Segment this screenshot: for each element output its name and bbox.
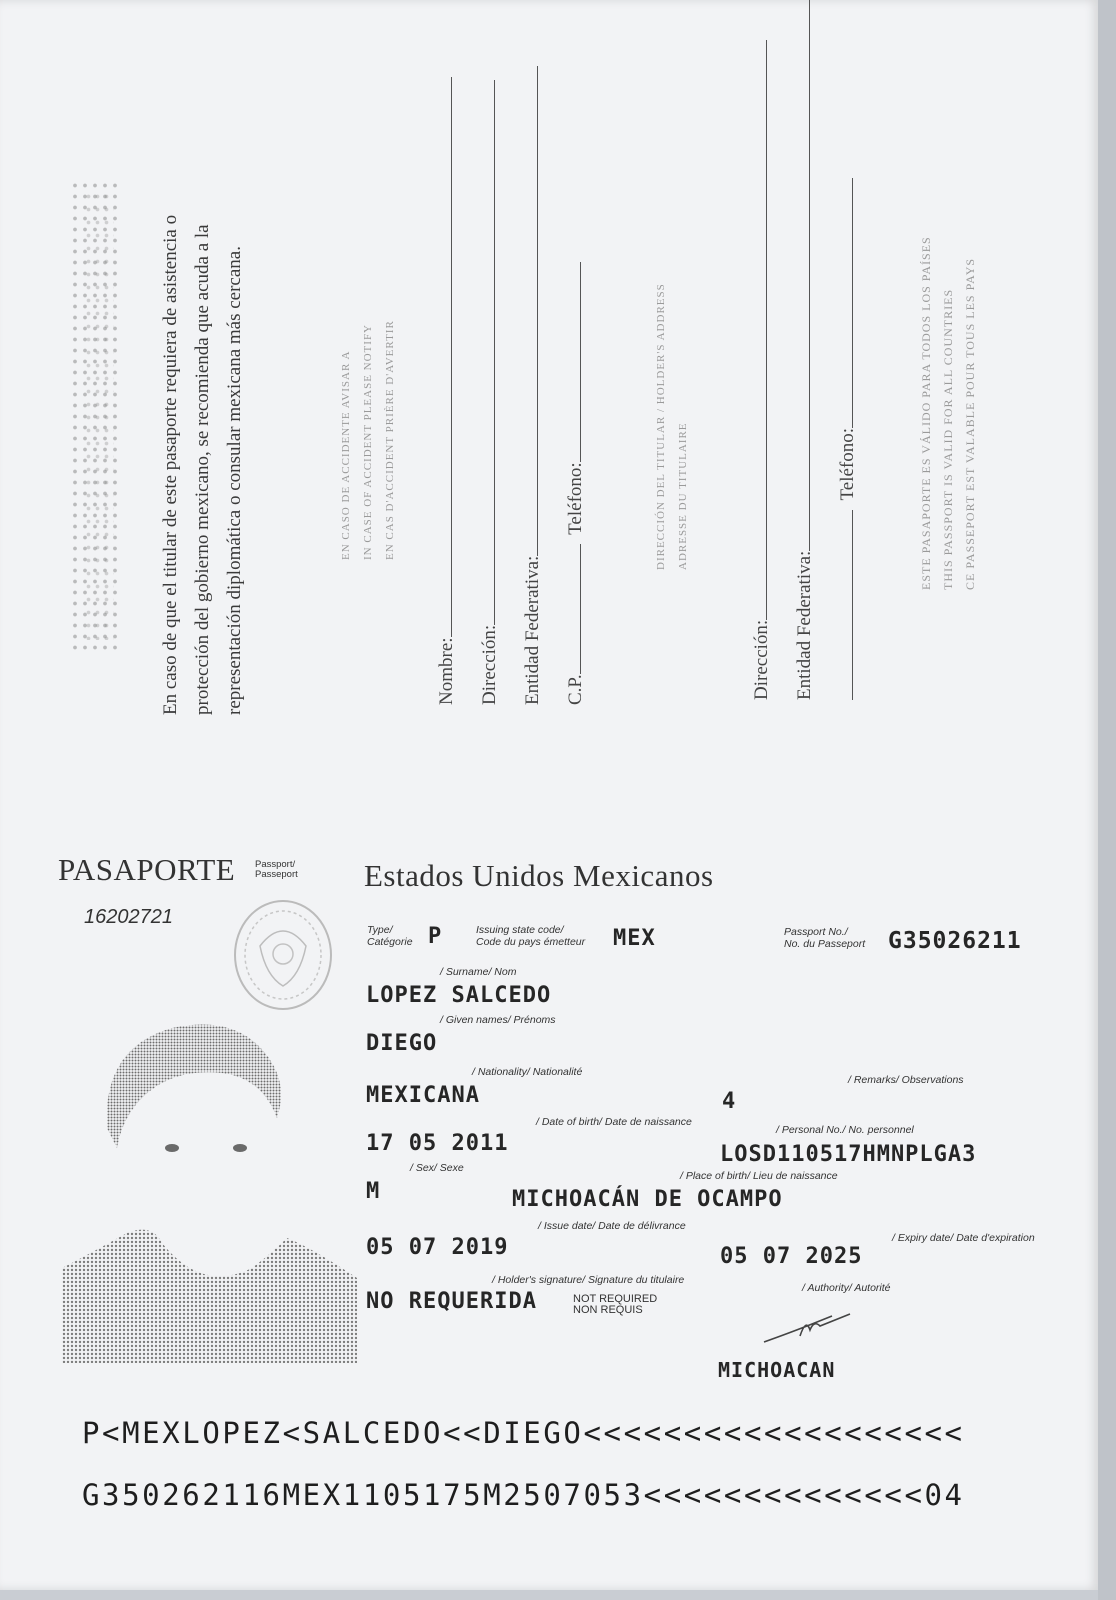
authority-label: / Authority/ Autorité [802, 1282, 891, 1294]
personal-number-label: / Personal No./ No. personnel [776, 1124, 914, 1136]
surname-value: LOPEZ SALCEDO [366, 983, 552, 1008]
remarks-label: / Remarks/ Observations [848, 1074, 964, 1086]
mrz-line-2: G350262116MEX1105175M2507053<<<<<<<<<<<<<<04 [82, 1478, 965, 1512]
issuing-state-value: MEX [613, 926, 656, 951]
holder-signature-label: / Holder's signature/ Signature du titulaire [492, 1274, 685, 1286]
address-form: Dirección: Entidad Federativa: Teléfono: [740, 0, 869, 700]
date-of-birth-label: / Date of birth/ Date de naissance [536, 1116, 692, 1128]
sex-value: M [366, 1179, 381, 1204]
faint-validity-notice: ESTE PASAPORTE ES VÁLIDO PARA TODOS LOS PAÍSES THIS PASSPORT IS VALID FOR ALL COUNTRIES CE PASSEPORT EST VALABLE POUR TOUS LES PAYS [919, 236, 977, 590]
holder-signature-value: NO REQUERIDA [366, 1289, 537, 1314]
braille-pattern-secondary [84, 190, 114, 640]
faint-instructions-2: DIRECCIÓN DEL TITULAR / HOLDER'S ADDRESS ADRESSE DU TITULAIRE [655, 283, 689, 570]
personal-number-value: LOSD110517HMNPLGA3 [720, 1142, 977, 1167]
place-of-birth-value: MICHOACÁN DE OCAMPO [512, 1187, 783, 1212]
holder-photo [62, 1008, 357, 1363]
country-name: Estados Unidos Mexicanos [364, 858, 714, 893]
issue-date-value: 05 07 2019 [366, 1235, 509, 1260]
passport-heading-translation: Passport/ Passeport [255, 859, 298, 880]
nationality-value: MEXICANA [366, 1083, 480, 1108]
nationality-label: / Nationality/ Nationalité [472, 1066, 583, 1078]
issue-date-label: / Issue date/ Date de délivrance [538, 1220, 686, 1232]
expiry-date-label: / Expiry date/ Date d'expiration [892, 1232, 1035, 1244]
given-names-label: / Given names/ Prénoms [440, 1014, 556, 1026]
page-edge [1098, 0, 1116, 1600]
expiry-date-value: 05 07 2025 [720, 1244, 863, 1269]
emergency-contact-form: Nombre: Dirección: Entidad Federativa: C.P. Teléfono: [425, 66, 597, 705]
authority-value: MICHOACAN [718, 1358, 836, 1382]
passport-heading: PASAPORTE [58, 852, 236, 887]
national-seal-icon [230, 896, 336, 1014]
assistance-notice: En caso de que el titular de este pasaporte requiera de asistencia o protección del gobierno mexicano, se recomienda que acuda a la representación diplomática o consular mexicana más cercana. [160, 214, 245, 715]
place-of-birth-label: / Place of birth/ Lieu de naissance [680, 1170, 838, 1182]
type-label: Type/ Catégorie [367, 924, 413, 948]
remarks-value: 4 [722, 1089, 737, 1114]
date-of-birth-value: 17 05 2011 [366, 1131, 509, 1156]
type-value: P [428, 924, 443, 949]
booklet-number: 16202721 [84, 906, 173, 928]
signature-not-required-note: NOT REQUIRED NON REQUIS [573, 1293, 658, 1316]
passport-number-label: Passport No./ No. du Passeport [784, 926, 866, 950]
given-names-value: DIEGO [366, 1031, 438, 1056]
issuing-state-label: Issuing state code/ Code du pays émetteur [476, 924, 586, 948]
surname-label: / Surname/ Nom [440, 966, 517, 978]
mrz-line-1: P<MEXLOPEZ<SALCEDO<<DIEGO<<<<<<<<<<<<<<<<<<< [82, 1416, 965, 1450]
passport-number-value: G35026211 [888, 928, 1022, 954]
sex-label: / Sex/ Sexe [410, 1162, 464, 1174]
faint-instructions-1: EN CASO DE ACCIDENTE AVISAR A IN CASE OF ACCIDENT PLEASE NOTIFY EN CAS D'ACCIDENT PRIÈRE D'AVERTIR [340, 320, 396, 560]
authority-signature-icon [762, 1310, 852, 1346]
